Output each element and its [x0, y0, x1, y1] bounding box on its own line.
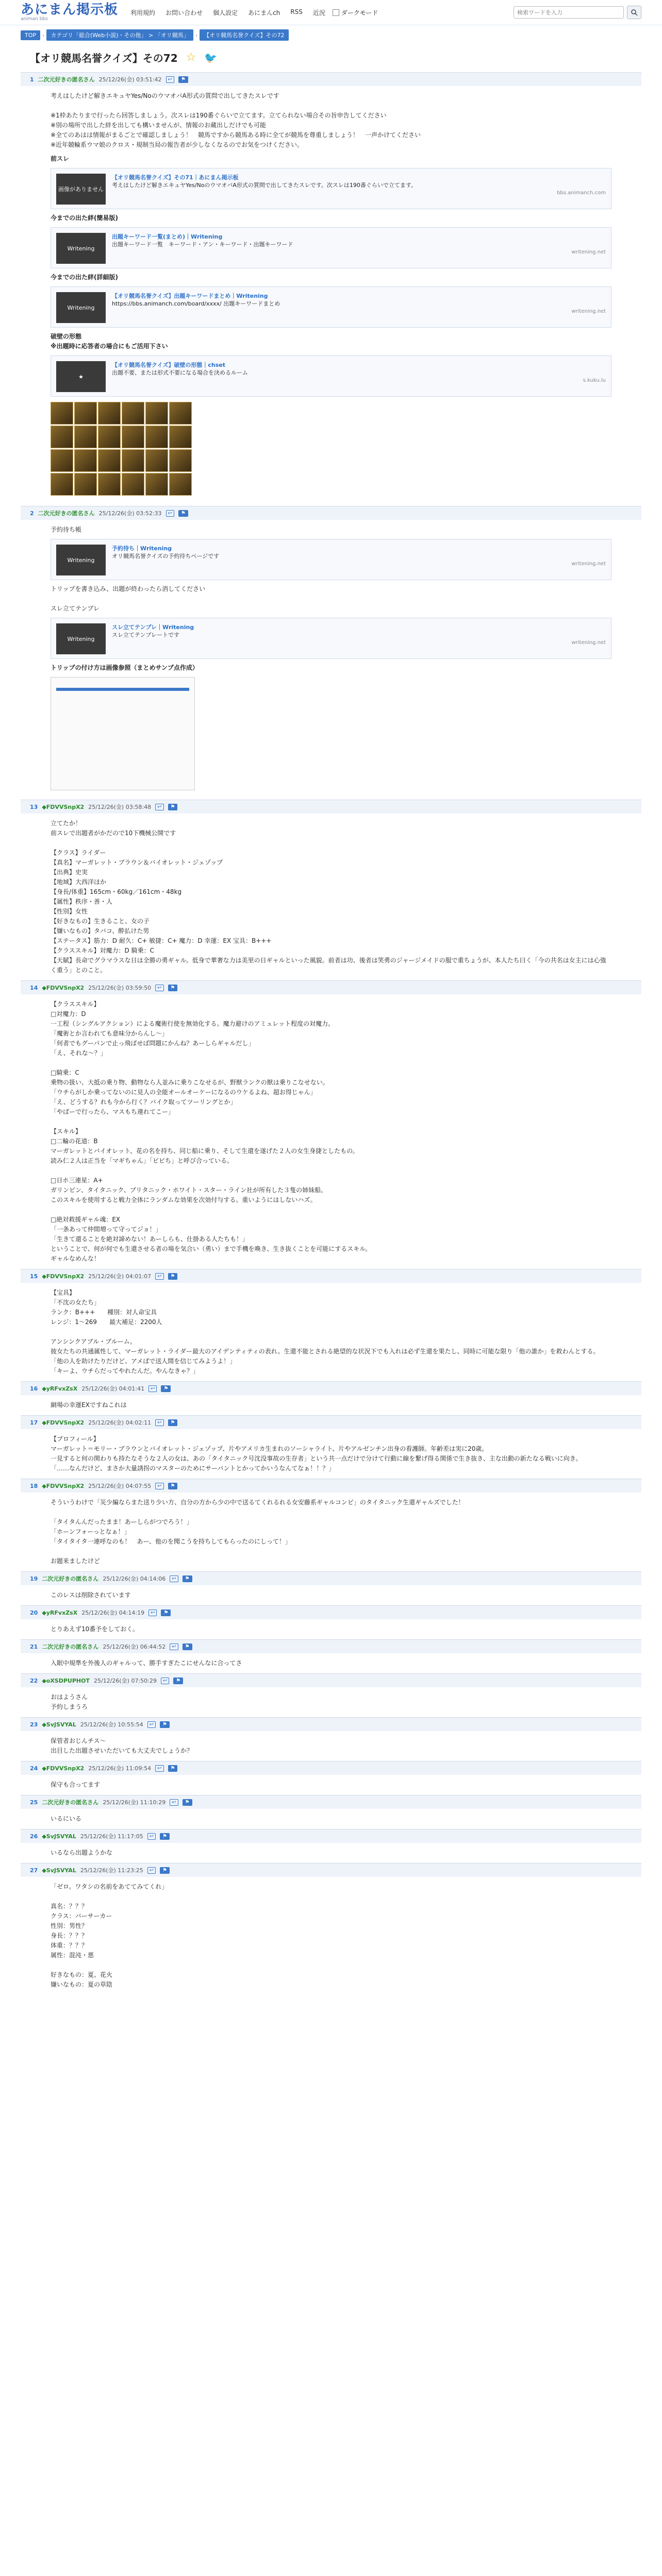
reply-icon[interactable]: ↩	[155, 1273, 163, 1280]
post	[21, 1571, 641, 1605]
search-area	[514, 6, 641, 19]
reply-icon[interactable]: ↩	[155, 1419, 163, 1426]
post-header	[21, 981, 641, 994]
image-tile	[122, 402, 144, 425]
post-body	[21, 994, 641, 1269]
reply-icon[interactable]: ↩	[147, 1867, 156, 1874]
post-body	[21, 1731, 641, 1761]
report-button[interactable]: ⚑	[161, 1385, 171, 1392]
post-text: 入眠中規準を外後人のギャルって、勝手すぎたこにせんなに合ってさ	[51, 1659, 242, 1667]
link-card-thumb: 画像がありません	[56, 174, 106, 205]
post	[21, 1269, 641, 1381]
post-date: 25/12/26(金) 03:59:50	[88, 985, 152, 991]
link-card-title[interactable]: 予約待ち｜Writening	[112, 545, 172, 552]
reply-icon[interactable]: ↩	[148, 1609, 157, 1616]
report-button[interactable]: ⚑	[168, 985, 178, 991]
image-tile	[169, 426, 192, 448]
site-header	[0, 0, 662, 25]
image-tile	[122, 426, 144, 448]
link-card[interactable]	[51, 539, 611, 580]
image-tile	[98, 449, 121, 472]
post-author: 二次元好きの匿名さん	[42, 1575, 99, 1582]
post	[21, 1639, 641, 1673]
post-header	[21, 73, 641, 86]
image-tile	[122, 473, 144, 496]
post-text: 網場の幸運EXですねこれは	[51, 1401, 127, 1409]
post-header	[21, 1606, 641, 1619]
post-date: 25/12/26(金) 04:02:11	[88, 1419, 152, 1426]
link-card-info	[112, 623, 606, 653]
post-body	[21, 1653, 641, 1673]
link-card-domain: writening.net	[571, 249, 606, 255]
post-header	[21, 800, 641, 814]
report-button[interactable]: ⚑	[168, 804, 178, 810]
attached-image[interactable]	[51, 402, 611, 496]
post-author: ◆FDVVSnpX2	[42, 1482, 85, 1489]
post-text: 考えはしたけど解きエキュヤYes/NoのウマオバA形式の質問で出してきたスレです ※1枠あたりまで行ったら回答しましょう。次スレは190番ぐらいで立てます。立てられない場合その旨申告してください ※別の場所で出した絆を出しても構いませんが、情報のお蔵出しだけでも可能 ※全てのあはは情報がまるごとで確認しましょう！ 競馬ですから競馬ある時に全てが競馬を尊重しましょう！ 一声かけてください ※近年競輪系ウマ娘のクロス・規制当局の報告者が少しなくなるのでお気をつけください。	[51, 92, 421, 148]
reply-icon[interactable]: ↩	[170, 1575, 178, 1582]
image-tile	[74, 449, 97, 472]
post-author: ◆SvJSVYAL	[42, 1867, 76, 1874]
link-card-info	[112, 361, 606, 391]
post-date: 25/12/26(金) 10:55:54	[80, 1721, 143, 1728]
post	[21, 1795, 641, 1829]
post-number[interactable]: 22	[30, 1677, 38, 1684]
link-card[interactable]	[51, 618, 611, 659]
image-tile	[51, 449, 73, 472]
post-number[interactable]: 14	[30, 984, 38, 991]
favorite-star-icon[interactable]: ☆	[186, 51, 196, 64]
link-card-info	[112, 174, 606, 204]
link-card-title[interactable]: 【オリ競馬名誉クイズ】破壁の形態｜chset	[112, 362, 225, 368]
image-tile	[74, 473, 97, 496]
reply-icon[interactable]: ↩	[170, 1799, 178, 1806]
link-card-thumb: Writening	[56, 233, 106, 264]
post	[21, 1761, 641, 1795]
reply-icon[interactable]: ↩	[166, 76, 174, 83]
image-tile	[51, 402, 73, 425]
post	[21, 800, 641, 980]
post-date: 25/12/26(金) 03:52:33	[98, 510, 162, 517]
post-header	[21, 1863, 641, 1877]
post-extra-text: トリップを書き込み、出題が終わったら消してください スレ立てテンプレ	[51, 585, 206, 612]
nav-settings[interactable]: 個人設定	[213, 9, 238, 16]
post-date: 25/12/26(金) 11:23:25	[80, 1867, 143, 1874]
post-author: ◆FDVVSnpX2	[42, 803, 85, 810]
post	[21, 72, 641, 506]
image-tile	[74, 402, 97, 425]
reply-icon[interactable]: ↩	[170, 1643, 178, 1650]
nav-animanch[interactable]: あにまんch	[248, 9, 280, 16]
link-card-thumb: ★	[56, 361, 106, 392]
image-tile	[98, 426, 121, 448]
post-number[interactable]: 17	[30, 1419, 38, 1426]
post-header	[21, 1761, 641, 1775]
post-header	[21, 506, 641, 520]
post	[21, 1717, 641, 1761]
post-date: 25/12/26(金) 04:14:19	[81, 1609, 145, 1616]
image-tile	[98, 402, 121, 425]
post-number[interactable]: 1	[30, 76, 34, 83]
post-text: このレスは削除されています	[51, 1591, 131, 1599]
image-tile	[145, 402, 168, 425]
post-header	[21, 1640, 641, 1653]
post-date: 25/12/26(金) 11:09:54	[88, 1765, 152, 1772]
link-card-info	[112, 545, 606, 574]
link-card[interactable]	[51, 168, 611, 209]
link-card-thumb: Writening	[56, 292, 106, 323]
link-card-label: 前スレ	[51, 155, 70, 162]
post	[21, 1381, 641, 1415]
dark-mode-label: ダークモード	[341, 9, 378, 16]
post-author: ◆FDVVSnpX2	[42, 984, 85, 991]
breadcrumb	[21, 29, 641, 41]
link-card-thumb: Writening	[56, 623, 106, 654]
link-card-domain: writening.net	[571, 561, 606, 567]
report-button[interactable]: ⚑	[160, 1833, 170, 1840]
image-tile	[145, 426, 168, 448]
link-card-desc: 出題不要、または形式不要になる場合を決めるルーム	[112, 369, 248, 376]
nav-rss[interactable]: RSS	[290, 8, 303, 15]
post-body	[21, 814, 641, 980]
report-button[interactable]: ⚑	[161, 1609, 171, 1616]
link-card-desc: オリ競馬名誉クイズの予約待ちページです	[112, 553, 220, 560]
link-card[interactable]	[51, 355, 611, 397]
link-card-title[interactable]: スレ立てテンプレ｜Writening	[112, 624, 194, 631]
link-card[interactable]	[51, 286, 611, 328]
logo-subtext: animan bbs	[21, 16, 48, 22]
link-card-desc: https://bbs.animanch.com/board/xxxx/ 出題キーワードまとめ	[112, 300, 280, 307]
post-author: 二次元好きの匿名さん	[38, 76, 95, 83]
post	[21, 1479, 641, 1571]
post-body	[21, 1619, 641, 1639]
post-author: 二次元好きの匿名さん	[42, 1643, 99, 1650]
post-body	[21, 1877, 641, 1995]
thread-title-row	[30, 50, 632, 65]
breadcrumb-thread[interactable]: 【オリ競馬名誉クイズ】その72	[200, 29, 288, 41]
image-tile	[169, 402, 192, 425]
image-button	[56, 688, 189, 691]
link-card-desc: スレ立てテンプレートです	[112, 632, 180, 638]
post-date: 25/12/26(金) 04:14:06	[103, 1575, 166, 1582]
post	[21, 1415, 641, 1479]
post-body	[21, 1687, 641, 1717]
report-button[interactable]: ⚑	[183, 1643, 192, 1650]
link-card[interactable]	[51, 227, 611, 268]
report-button[interactable]: ⚑	[173, 1677, 183, 1684]
post-text: いるなら出題ようかな	[51, 1849, 113, 1856]
image-tile	[169, 449, 192, 472]
link-card-domain: writening.net	[571, 309, 606, 314]
nav-terms[interactable]: 利用規約	[130, 9, 156, 16]
image-tile	[51, 426, 73, 448]
post-header	[21, 1674, 641, 1687]
link-card-domain: s.kuku.lu	[583, 378, 606, 383]
post-text: 立てたか！ 前スレで出題者がかだので10下機械公開です 【クラス】ライダー 【真名】マーガレット・ブラウン＆バイオレット・ジェゾップ 【出典】史実 【地域】大西洋ほか 【身長/体重】165cm・60kg／161cm・48kg 【属性】秩序・善・人 【性別】女性 【好きなもの】生きること、女の子 【嫌いなもの】タバコ、酔払けた男 【ステータス】筋力：D 耐久：C+ 敏捷：C+ 魔力：D 幸運：EX 宝具：B+++ 【クラススキル】対魔力：D 騎乗：C 【天賦】長命でグラマラスな日は全勝の勇ギャル。低身で華奢な力は美里の日ギャルといった風貌。前者は功、後者は笑勇のジャージメイドの服で重ちょうが、本人たち曰く「今の共名は女主には心強く重う」とのこと。	[51, 820, 606, 974]
report-button[interactable]: ⚑	[183, 1799, 192, 1806]
post-header	[21, 1269, 641, 1283]
post-header	[21, 1718, 641, 1731]
post-date: 25/12/26(金) 11:17:05	[80, 1833, 143, 1840]
post-header	[21, 1795, 641, 1809]
post-text: 保守も合ってます	[51, 1781, 101, 1788]
search-input[interactable]	[514, 6, 624, 19]
twitter-share-icon[interactable]: 🐦	[204, 51, 218, 64]
post	[21, 1863, 641, 1995]
link-card-info	[112, 292, 606, 322]
reply-icon[interactable]: ↩	[155, 804, 163, 810]
post-extra-text: トリップの付け方は画像参照（まとめサンプ点作成）	[51, 664, 198, 671]
link-card-thumb: Writening	[56, 545, 106, 575]
dark-mode-toggle[interactable]	[333, 8, 378, 17]
post-author: ◆SvJSVYAL	[42, 1833, 76, 1840]
post	[21, 506, 641, 800]
post-number[interactable]: 24	[30, 1765, 38, 1772]
site-logo[interactable]	[21, 3, 118, 22]
link-card-domain: bbs.animanch.com	[557, 190, 606, 196]
reply-icon[interactable]: ↩	[147, 1833, 156, 1840]
image-tile	[122, 449, 144, 472]
post-number[interactable]: 13	[30, 803, 38, 810]
post-text: そういうわけで「災少編ならまた送り少い方、自分の方から少の中で送るてくれるれる女安藤系ギャルコンビ」のタイタニック生還ギャルズでした！ 「タイタんんだったまま！あーしらがつでろう！」 「ホーンフォーっとなぁ！」 「タイタイタ一連呼なのも！ あー、他のを聞こうを持ちしてもらったのにしって！」 お題来ましたけど	[51, 1499, 465, 1565]
link-card-label: 今までの出た絆(詳細版)	[51, 274, 118, 281]
link-card-desc: 考えはしたけど解きエキュヤYes/NoのウマオバA形式の質問で出してきたスレです。次スレは190番ぐらいで立てます。	[112, 182, 417, 189]
search-button[interactable]	[627, 6, 641, 19]
main-nav	[130, 8, 325, 17]
post-text: 予約待ち帳	[51, 526, 82, 533]
report-button[interactable]: ⚑	[168, 1765, 178, 1772]
nav-contact[interactable]: お問い合わせ	[166, 9, 203, 16]
link-card-label: 今までの出た絆(簡易版)	[51, 214, 118, 222]
breadcrumb-top[interactable]: TOP	[21, 30, 40, 40]
post-text: 保管者おじんチス〜 出目した出題させいただいても大丈夫でしょうか？	[51, 1737, 193, 1754]
link-card-title[interactable]: 出題キーワード一覧(まとめ)｜Writening	[112, 233, 223, 240]
link-card-domain: writening.net	[571, 640, 606, 646]
reply-icon[interactable]: ↩	[161, 1677, 169, 1684]
post-number[interactable]: 23	[30, 1721, 38, 1728]
breadcrumb-separator: ›	[42, 31, 45, 39]
report-button[interactable]: ⚑	[168, 1273, 178, 1280]
post-text: 【クラススキル】 □対魔力：D 一工程（シングルアクション）による魔術行使を無効化する。魔力避けのアミュレット程度の対魔力。 「魔術とか言われても意味分からんし～」 「何者でもグーパンで止っ飛ばせば問題にかんね？あーしらギャルだし」 「え、それな〜？」 □騎乗：C 乗物の扱い、大抵の乗り物、動物なら人並みに乗りこなせるが、野獣ランクの獣は乗りこなせない。 「ウチらがしか乗ってないのに見人の全能オールオーケーになるのウケるよね、超お得じゃん」 「え、どうする？れも今から行く？バイク取ってツーリングとか」 「やばーで行ったら、マスもち連れてこー」 【スキル】 □二輪の花道：B マーガレットとバイオレット、花の名を持ち、同じ船に乗り、そして生還を遂げた２人の女生身捷としたもの。 読み仁２人は正当を「マギちゃん」「ビビち」と呼び合っている。 □日ホ三連星：A+ ガリンビン、タイタニック、ブリタニック・ホワイト・スター・ライン社が所有した３隻の姉妹船。 このスキルを使用すると戦力全体にランダムな効果を次効付与する。重いようにはしないハズ。 □絶対救援ギャル魂：EX 「一条あって仲間増って守ってジョ！」 「生きて還ることを絶対諦めない！あーしらも、仕掛ある人たちも！」 ということで、何が何でも生還させる者の場を気合い（勇い）まで手機を喚き、生き抜くことを可能にするスキル。 ギャルなめんな！	[51, 1001, 372, 1262]
post-date: 25/12/26(金) 04:01:07	[88, 1273, 152, 1280]
image-tile	[98, 473, 121, 496]
post-body	[21, 1429, 641, 1479]
post-header	[21, 1572, 641, 1585]
post-number[interactable]: 25	[30, 1799, 38, 1806]
post-date: 25/12/26(金) 07:50:29	[93, 1677, 157, 1684]
reply-icon[interactable]: ↩	[148, 1385, 157, 1392]
image-tile	[145, 473, 168, 496]
post-text: 【プロフィール】 マーガレット＝モリー・ブラウンとバイオレット・ジェゾップ、片やアメリカ生まれのソーシャライト、片やアルゼンチン出身の看護師。年齢差は実に20歳。 一見すると何の関わりも持たなそうな２人の女は、あの「タイタニック号沈没事故の生存者」という共一点だけで分けて行動に線を繋げ得る関係で生き抜き、主な出動の新たなる戦いに向き。 「……なんだけど、まさか大量誘拐のマスターのためにサーバントとかってかいうなんてなぁ！！？」	[51, 1435, 582, 1472]
breadcrumb-category[interactable]: カテゴリ「総合(Web小説)・その他」 > 「オリ競馬」	[46, 29, 193, 41]
post-date: 25/12/26(金) 04:01:41	[81, 1385, 145, 1392]
post-text: 「ゼロ。ワタシの名前をあててみてくれ」 真名：？？？ クラス：バーサーカー 性別：男性？ 身長：？？？ 体重：？？？ 属性：混沌・悪 好きなもの：夏、花火 嫌いなもの：夏の草陰	[51, 1883, 168, 1988]
image-tile	[74, 426, 97, 448]
dark-mode-checkbox[interactable]	[333, 9, 339, 16]
post-header	[21, 1829, 641, 1843]
post-body	[21, 1585, 641, 1605]
thread-title: 【オリ競馬名誉クイズ】その72	[30, 52, 178, 64]
reply-icon[interactable]: ↩	[155, 1765, 163, 1772]
post-body	[21, 1809, 641, 1829]
post-author: ◆oXSDPUPHOT	[42, 1677, 90, 1684]
post-author: ◆FDVVSnpX2	[42, 1765, 85, 1772]
post	[21, 980, 641, 1269]
breadcrumb-separator: ›	[195, 31, 198, 39]
post-number[interactable]: 16	[30, 1385, 38, 1392]
image-tile	[145, 449, 168, 472]
post-body	[21, 1843, 641, 1863]
post-header	[21, 1382, 641, 1395]
post-date: 25/12/26(金) 11:10:29	[103, 1799, 166, 1806]
link-card-title[interactable]: 【オリ競馬名誉クイズ】その71｜あにまん掲示板	[112, 174, 239, 181]
post-date: 25/12/26(金) 04:07:55	[88, 1483, 152, 1489]
search-icon	[631, 9, 638, 16]
post-date: 25/12/26(金) 06:44:52	[103, 1643, 166, 1650]
post-author: ◆FDVVSnpX2	[42, 1419, 85, 1426]
report-button[interactable]: ⚑	[160, 1721, 170, 1728]
reply-icon[interactable]: ↩	[155, 1483, 163, 1489]
post-number[interactable]: 19	[30, 1575, 38, 1582]
link-card-title[interactable]: 【オリ競馬名誉クイズ】出題キーワードまとめ｜Writening	[112, 293, 268, 299]
link-card-info	[112, 233, 606, 263]
post-body	[21, 1395, 641, 1415]
post-text: いるにいる	[51, 1815, 82, 1822]
post-body	[21, 86, 641, 506]
image-tile	[51, 473, 73, 496]
report-button[interactable]: ⚑	[178, 76, 188, 83]
post	[21, 1673, 641, 1717]
post-number[interactable]: 21	[30, 1643, 38, 1650]
post-body	[21, 1775, 641, 1795]
post-number[interactable]: 20	[30, 1609, 38, 1616]
post-author: ◆yRFvxZsX	[42, 1609, 78, 1616]
post	[21, 1605, 641, 1639]
post-author: 二次元好きの匿名さん	[38, 510, 95, 517]
attached-image[interactable]	[51, 677, 195, 790]
post-number[interactable]: 27	[30, 1867, 38, 1874]
report-button[interactable]: ⚑	[183, 1575, 192, 1582]
logo-text: あにまん掲示板	[21, 2, 119, 18]
reply-icon[interactable]: ↩	[155, 985, 163, 991]
post-author: ◆SvJSVYAL	[42, 1721, 76, 1728]
post-header	[21, 1416, 641, 1429]
post	[21, 1829, 641, 1863]
post-list	[0, 72, 662, 1995]
image-tile	[169, 473, 192, 496]
link-card-label: 破壁の形態 ※出題時に応答者の場合にもご活用下さい	[51, 333, 168, 350]
post-number[interactable]: 18	[30, 1482, 38, 1489]
post-text: おはようさん 予約しまうろ	[51, 1693, 88, 1710]
post-author: ◆yRFvxZsX	[42, 1385, 78, 1392]
nav-recent[interactable]: 近況	[312, 9, 325, 16]
post-body	[21, 520, 641, 800]
post-text: とりあえず10番予をしておく。	[51, 1625, 139, 1633]
reply-icon[interactable]: ↩	[166, 510, 174, 517]
link-card-desc: 出題キーワード一覧 キーワード・アン・キーワード・出題キーワード	[112, 241, 293, 248]
post-date: 25/12/26(金) 03:51:42	[98, 76, 162, 83]
report-button[interactable]: ⚑	[168, 1483, 178, 1489]
post-author: ◆FDVVSnpX2	[42, 1273, 85, 1280]
post-text: 【宝具】 「不沈の女たち」 ランク：B+++ 種別：対人命宝具 レンジ：1〜269 最大補足：2200人 アンシンクアブル・ブルーム。 彼女たちの共通属性して、マーガレット・ライダー最大のアイデンティティの表れ。生還不能とされる絶望的な状況下でも入れは必ず生還を果たし、同時に可能な限り「他の誰か」を救わんとする。 「他の人を助けたりだけど、アメばで送人間を信じてみようよ！」 「キーよ、ウチらだってやれたんだ。やんなきゃ？」	[51, 1289, 600, 1375]
post-author: 二次元好きの匿名さん	[42, 1799, 99, 1806]
post-body	[21, 1283, 641, 1381]
report-button[interactable]: ⚑	[160, 1867, 170, 1874]
reply-icon[interactable]: ↩	[147, 1721, 156, 1728]
post-number[interactable]: 2	[30, 510, 34, 517]
report-button[interactable]: ⚑	[168, 1419, 178, 1426]
post-number[interactable]: 26	[30, 1833, 38, 1840]
post-body	[21, 1493, 641, 1571]
post-number[interactable]: 15	[30, 1273, 38, 1280]
report-button[interactable]: ⚑	[178, 510, 188, 517]
post-date: 25/12/26(金) 03:58:48	[88, 804, 152, 810]
post-header	[21, 1479, 641, 1493]
